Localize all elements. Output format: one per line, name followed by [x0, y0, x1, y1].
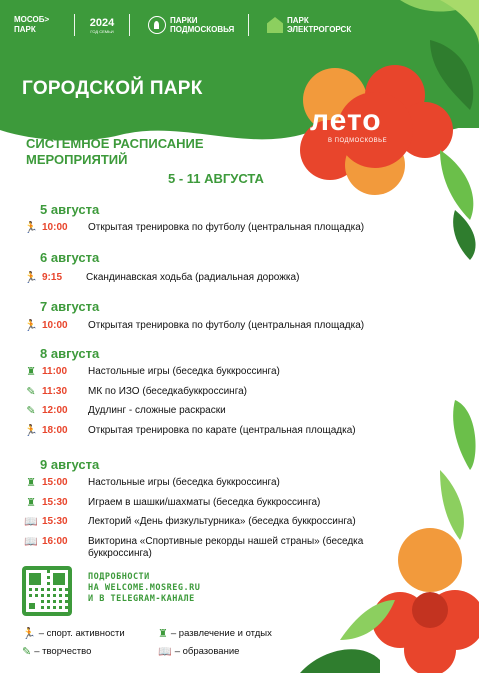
day-label: 5 августа — [40, 202, 100, 217]
schedule-title-line2: МЕРОПРИЯТИЙ — [26, 152, 128, 167]
event-text: Скандинавская ходьба (радиальная дорожка) — [86, 272, 300, 283]
creativity-icon: ✎ — [26, 405, 36, 417]
day-label: 6 августа — [40, 250, 100, 265]
event-time: 15:30 — [42, 497, 68, 508]
legend-creativity — [22, 645, 91, 658]
event-row — [22, 405, 448, 417]
legend-sport — [22, 627, 125, 640]
legend-entertainment-label: – развлечение и отдых — [170, 628, 272, 639]
house-icon — [267, 17, 283, 33]
event-text: Играем в шашки/шахматы (беседка буккроссинга) — [88, 497, 321, 508]
qr-code-corner — [26, 600, 38, 612]
legend-education — [158, 645, 239, 658]
event-row — [22, 366, 448, 378]
qr-code[interactable] — [22, 566, 72, 616]
logo-separator — [248, 14, 249, 36]
sport-icon: 🏃 — [22, 628, 36, 640]
event-text: Викторина «Спортивные рекорды нашей страны» (беседка буккроссинга) — [88, 536, 364, 559]
event-text: Лекторий «День физкультурника» (беседка буккроссинга) — [88, 516, 356, 527]
more-info-line2[interactable]: НА WELCOME.MOSREG.RU — [88, 583, 201, 593]
event-time: 10:00 — [42, 320, 68, 331]
event-row — [22, 536, 388, 560]
sport-icon: 🏃 — [24, 320, 38, 332]
creativity-icon: ✎ — [26, 386, 36, 398]
event-time: 11:00 — [42, 366, 68, 377]
logo-park-elektrogorsk — [267, 16, 367, 34]
event-text: Открытая тренировка по футболу (центральная площадка) — [88, 320, 365, 331]
entertainment-icon: ♜ — [158, 628, 168, 640]
event-text: Открытая тренировка по карате (центральная площадка) — [88, 425, 356, 436]
event-time: 15:30 — [42, 516, 68, 527]
tree-icon — [148, 16, 166, 34]
event-time: 15:00 — [42, 477, 68, 488]
event-text: Настольные игры (беседка буккроссинга) — [88, 477, 280, 488]
leto-logo-title: лето — [310, 104, 382, 137]
entertainment-icon: ♜ — [26, 497, 36, 509]
logo-year-of-family — [83, 17, 121, 34]
legend-creativity-label: – творчество — [34, 646, 92, 657]
event-row — [22, 272, 446, 284]
schedule-title — [26, 136, 204, 168]
day-label: 7 августа — [40, 299, 100, 314]
logo-separator — [129, 14, 130, 36]
event-time: 16:00 — [42, 536, 68, 547]
logo-2024-subtitle: ГОД СЕМЬИ — [90, 28, 114, 34]
event-text: МК по ИЗО (беседкабуккроссинга) — [88, 386, 248, 397]
event-time: 12:00 — [42, 405, 68, 416]
event-row — [22, 497, 448, 509]
more-info-line1: ПОДРОБНОСТИ — [88, 572, 150, 582]
sport-icon: 🏃 — [24, 425, 38, 437]
event-time: 9:15 — [42, 272, 63, 283]
day-label: 8 августа — [40, 346, 100, 361]
event-text: Дудлинг - сложные раскраски — [88, 405, 226, 416]
entertainment-icon: ♜ — [26, 477, 36, 489]
day-label: 9 августа — [40, 457, 100, 472]
legend-education-label: – образование — [174, 646, 240, 657]
schedule-dates: 5 - 11 АВГУСТА — [168, 171, 264, 186]
more-info-line3: И В TELEGRAM-КАНАЛЕ — [88, 594, 195, 604]
more-info — [88, 572, 200, 605]
logo-separator — [74, 14, 75, 36]
event-text: Открытая тренировка по футболу (центральная площадка) — [88, 222, 365, 233]
logo-2024-text: 2024 — [89, 16, 115, 29]
creativity-icon: ✎ — [22, 646, 32, 658]
event-row — [22, 477, 448, 489]
event-time: 18:00 — [42, 425, 68, 436]
leto-logo-subtitle: В ПОДМОСКОВЬЕ — [328, 138, 388, 144]
logo-parks-text: ПАРКИ ПОДМОСКОВЬЯ — [170, 16, 235, 34]
event-row — [22, 320, 448, 332]
legend-sport-label: – спорт. активности — [38, 628, 125, 639]
logo-mosob-park: МОСОБ> ПАРК — [14, 15, 50, 34]
entertainment-icon: ♜ — [26, 366, 36, 378]
event-text: Настольные игры (беседка буккроссинга) — [88, 366, 280, 377]
event-time: 11:30 — [42, 386, 68, 397]
event-row — [22, 386, 448, 398]
legend-entertainment — [158, 627, 272, 640]
logo-elektro-text: ПАРК ЭЛЕКТРОГОРСК — [287, 16, 352, 34]
sport-icon: 🏃 — [24, 272, 38, 284]
education-icon: 📖 — [24, 536, 38, 548]
event-time: 10:00 — [42, 222, 68, 233]
event-row — [22, 425, 448, 437]
schedule-title-line1: СИСТЕМНОЕ РАСПИСАНИЕ — [26, 136, 204, 151]
park-title: ГОРОДСКОЙ ПАРК — [22, 78, 203, 99]
header-logos — [14, 14, 367, 36]
logo-parks-podmoskovya — [148, 16, 240, 34]
education-icon: 📖 — [158, 646, 172, 658]
sport-icon: 🏃 — [24, 222, 38, 234]
education-icon: 📖 — [24, 516, 38, 528]
event-row — [22, 222, 448, 234]
event-row — [22, 516, 448, 528]
